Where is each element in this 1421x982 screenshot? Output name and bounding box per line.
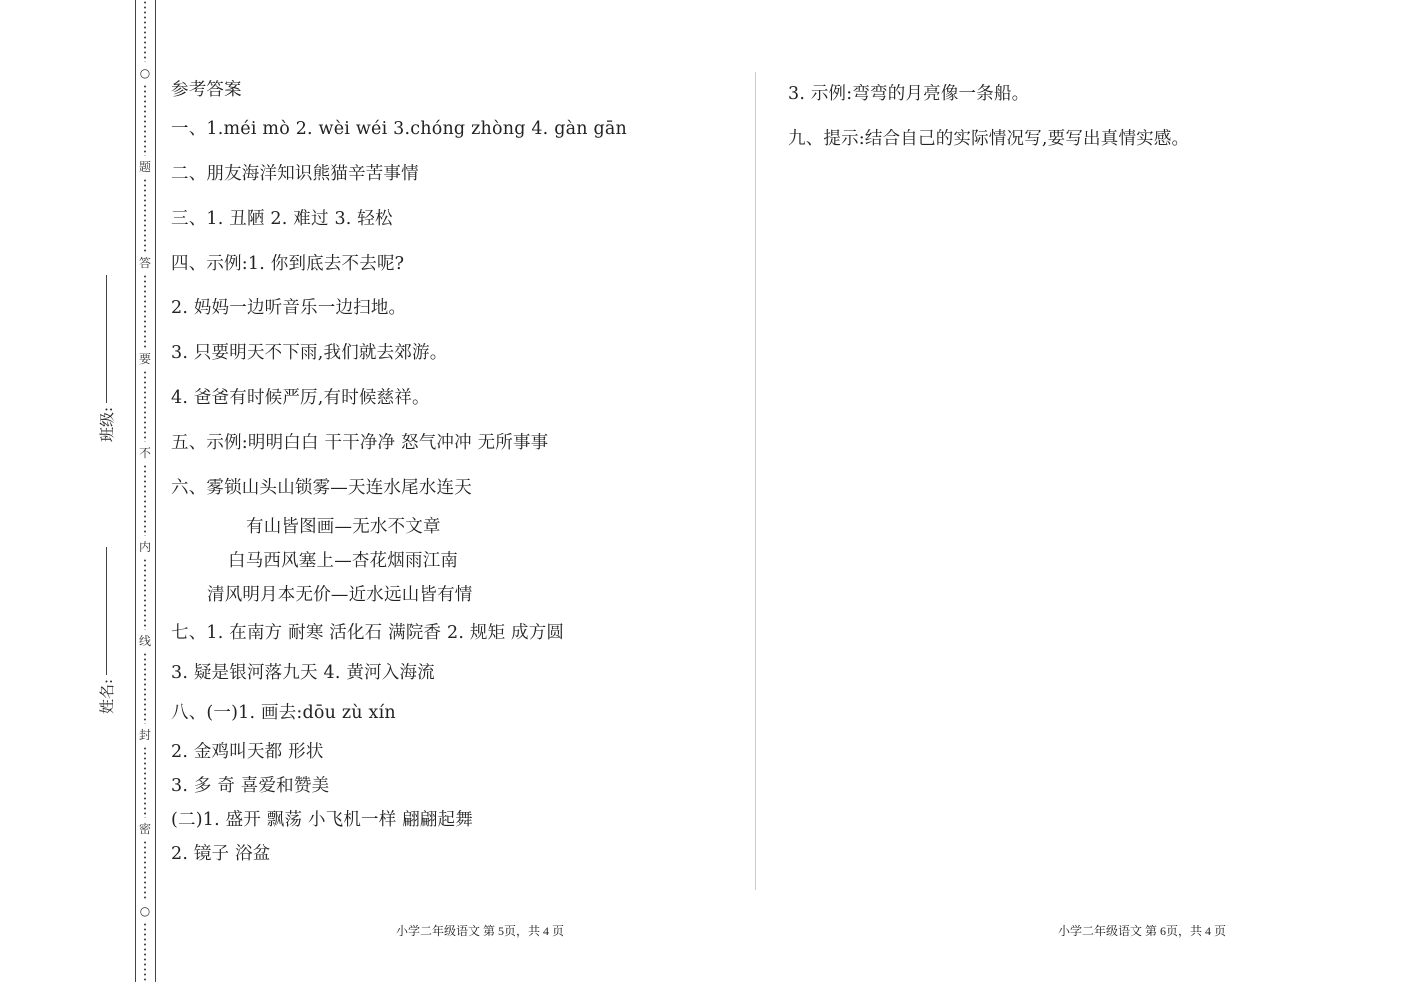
- answer-line: 3. 只要明天不下雨,我们就去郊游。: [171, 343, 448, 363]
- answer-line: 2. 镜子 浴盆: [171, 844, 271, 864]
- answer-line: 七、1. 在南方 耐寒 活化石 满院香 2. 规矩 成方圆: [171, 623, 565, 643]
- answer-line: 有山皆图画—无水不文章: [246, 517, 441, 537]
- binding-margin-line-right: [155, 0, 156, 982]
- name-blank-line: [106, 547, 107, 675]
- answer-line: 二、朋友海洋知识熊猫辛苦事情: [171, 164, 419, 184]
- seal-char: 封: [138, 728, 151, 742]
- seal-char: 不: [138, 446, 151, 460]
- class-blank-line: [106, 275, 107, 403]
- answer-line: 清风明月本无价—近水远山皆有情: [207, 585, 473, 605]
- answer-line: 四、示例:1. 你到底去不去呢?: [171, 254, 405, 274]
- footer-page-left: 小学二年级语文 第 5页，共 4 页: [396, 924, 565, 938]
- seal-char: 线: [138, 634, 151, 648]
- answer-line: 白马西风塞上—杏花烟雨江南: [228, 551, 459, 571]
- footer-page-right: 小学二年级语文 第 6页，共 4 页: [1058, 924, 1227, 938]
- answer-line: 4. 爸爸有时候严厉,有时候慈祥。: [171, 388, 430, 408]
- class-field: [96, 226, 116, 442]
- seal-line-column: [138, 0, 152, 982]
- class-label: 班级:: [97, 406, 116, 442]
- answer-line: 2. 金鸡叫天都 形状: [171, 742, 324, 762]
- answer-line: 3. 疑是银河落九天 4. 黄河入海流: [171, 663, 435, 683]
- name-field: [96, 498, 116, 714]
- answer-title: 参考答案: [171, 80, 242, 100]
- binding-margin-line-left: [135, 0, 136, 982]
- seal-char: 密: [138, 822, 151, 836]
- seal-circle-mark: ○: [139, 904, 151, 918]
- seal-circle-mark: ○: [139, 66, 151, 80]
- answer-line: 五、示例:明明白白 干干净净 怒气冲冲 无所事事: [171, 433, 549, 453]
- seal-char: 答: [138, 256, 151, 270]
- name-label: 姓名:: [97, 678, 116, 714]
- answer-line: 一、1.méi mò 2. wèi wéi 3.chóng zhòng 4. gàn gān: [171, 119, 627, 139]
- seal-char: 要: [138, 352, 151, 366]
- answer-line: 3. 多 奇 喜爱和赞美: [171, 776, 330, 796]
- answer-line: 3. 示例:弯弯的月亮像一条船。: [788, 84, 1030, 104]
- seal-char: 内: [138, 540, 151, 554]
- answer-line: 六、雾锁山头山锁雾—天连水尾水连天: [171, 478, 472, 498]
- answer-line: 三、1. 丑陋 2. 难过 3. 轻松: [171, 209, 393, 229]
- column-divider: [755, 72, 756, 890]
- seal-char: 题: [138, 160, 151, 174]
- answer-line: (二)1. 盛开 飘荡 小飞机一样 翩翩起舞: [171, 810, 474, 830]
- answer-line: 2. 妈妈一边听音乐一边扫地。: [171, 298, 407, 318]
- answer-line: 九、提示:结合自己的实际情况写,要写出真情实感。: [788, 129, 1190, 149]
- answer-line: 八、(一)1. 画去:dōu zù xín: [171, 703, 396, 723]
